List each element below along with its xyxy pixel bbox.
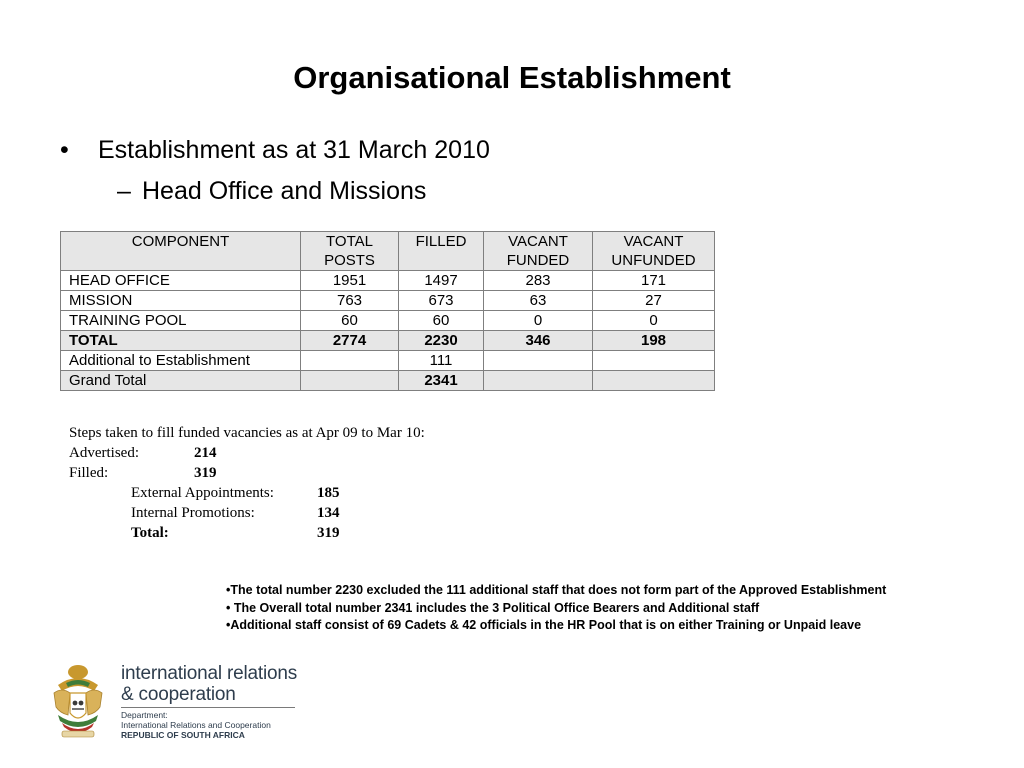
table-row-grand-total [61, 371, 715, 391]
filled-value: 319 [194, 465, 217, 481]
bullet-marker-dash: – [117, 177, 131, 205]
table-cell: 2774 [301, 331, 399, 351]
bullet-marker: • [60, 136, 69, 164]
bullet-text: Establishment as at 31 March 2010 [98, 136, 490, 164]
advertised-label: Advertised: [69, 445, 139, 461]
table-row-total [61, 331, 715, 351]
footnote: • The Overall total number 2341 includes the 3 Political Office Bearers and Additional staff [226, 600, 760, 615]
table-cell: HEAD OFFICE [61, 271, 301, 291]
table-cell: 1951 [301, 271, 399, 291]
table-cell [484, 351, 593, 371]
table-cell: 0 [484, 311, 593, 331]
table-row [61, 291, 715, 311]
table-cell: 763 [301, 291, 399, 311]
table-cell: 283 [484, 271, 593, 291]
table-cell: TOTAL [61, 331, 301, 351]
header-component: COMPONENT [61, 232, 301, 271]
total-label: Total: [131, 525, 169, 541]
coat-of-arms-icon [52, 663, 104, 741]
header-filled: FILLED [399, 232, 484, 271]
total-value: 319 [317, 525, 340, 541]
table-cell [593, 371, 715, 391]
header-total-posts: TOTAL POSTS [301, 232, 399, 271]
table-cell [301, 371, 399, 391]
bullet-level2 [117, 177, 426, 206]
country-name: REPUBLIC OF SOUTH AFRICA [121, 730, 245, 740]
dept-label: Department: [121, 710, 168, 720]
table-cell: 198 [593, 331, 715, 351]
bullet-text: Head Office and Missions [142, 177, 427, 205]
table-cell: 63 [484, 291, 593, 311]
department-block [121, 710, 271, 740]
table-cell: 1497 [399, 271, 484, 291]
table-cell: 111 [399, 351, 484, 371]
table-cell [301, 351, 399, 371]
footnote: •Additional staff consist of 69 Cadets & 42 officials in the HR Pool that is on either Training or Unpaid leave [226, 618, 862, 632]
brand-name-line2: & cooperation [121, 684, 236, 705]
table-row [61, 351, 715, 371]
table-cell: MISSION [61, 291, 301, 311]
table-cell: 2230 [399, 331, 484, 351]
external-label: External Appointments: [131, 485, 274, 501]
footnote: •The total number 2230 excluded the 111 additional staff that does not form part of the Approved Establishment [226, 583, 887, 597]
steps-heading: Steps taken to fill funded vacancies as at Apr 09 to Mar 10: [69, 425, 425, 441]
table-cell: 27 [593, 291, 715, 311]
table-cell: 2341 [399, 371, 484, 391]
advertised-value: 214 [194, 445, 217, 461]
internal-label: Internal Promotions: [131, 505, 255, 521]
filled-label: Filled: [69, 465, 109, 481]
table-cell: 673 [399, 291, 484, 311]
brand-name-line1: international relations [121, 663, 298, 684]
table-cell: TRAINING POOL [61, 311, 301, 331]
slide-title: Organisational Establishment [293, 60, 731, 95]
table-cell [593, 351, 715, 371]
internal-value: 134 [317, 505, 340, 521]
table-row [61, 271, 715, 291]
brand-divider [121, 707, 295, 708]
establishment-table [60, 231, 715, 391]
header-vacant-funded: VACANT FUNDED [484, 232, 593, 271]
header-vacant-unfunded: VACANT UNFUNDED [593, 232, 715, 271]
table-row [61, 311, 715, 331]
dept-name: International Relations and Cooperation [121, 720, 271, 730]
table-cell: 60 [399, 311, 484, 331]
table-cell [484, 371, 593, 391]
table-cell: 171 [593, 271, 715, 291]
table-cell: 60 [301, 311, 399, 331]
footnotes [226, 582, 886, 635]
external-value: 185 [317, 485, 340, 501]
table-cell: Additional to Establishment [61, 351, 301, 371]
table-cell: Grand Total [61, 371, 301, 391]
table-cell: 346 [484, 331, 593, 351]
table-cell: 0 [593, 311, 715, 331]
table-header-row [61, 232, 715, 271]
